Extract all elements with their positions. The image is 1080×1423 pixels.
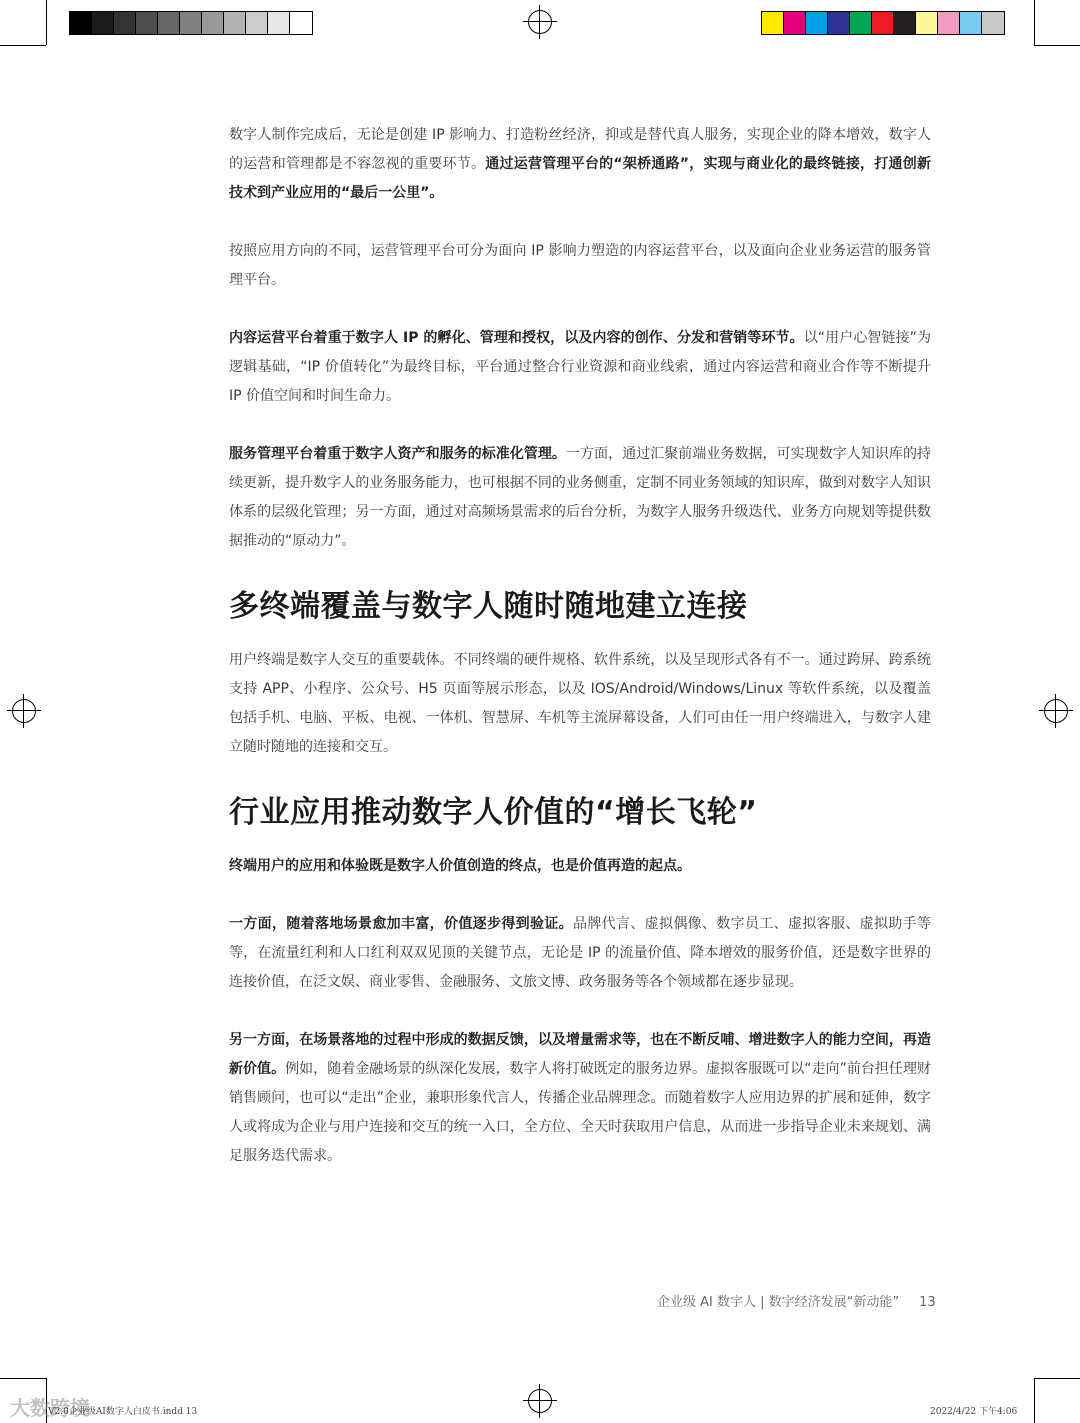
color-swatch (92, 12, 114, 34)
registration-mark (1039, 694, 1073, 728)
paragraph-group (229, 646, 931, 762)
color-swatch (202, 12, 224, 34)
footer-title: 企业级 AI 数字人 | 数字经济发展“新动能” (657, 1295, 900, 1310)
body-text: 品牌代言、虚拟偶像、数字员工、虚拟客服、虚拟助手等等，在流量红利和人口红利双双见顶的关键节点，无论是 IP 的流量价值、降本增效的服务价值，还是数字世界的连接价值，在泛文娱、商业零售、金融服务、文旅文博、政务服务等各个领域都在逐步显现。 (229, 916, 931, 990)
paragraph (229, 1026, 931, 1171)
date-slug: 2022/4/22 下午4:06 (930, 1407, 1018, 1417)
color-swatch (938, 12, 960, 34)
color-swatch (828, 12, 850, 34)
crop-mark (1034, 1378, 1035, 1423)
paragraph (229, 440, 931, 556)
grayscale-bar (69, 11, 313, 35)
color-swatch (224, 12, 246, 34)
color-swatch (850, 12, 872, 34)
color-swatch (114, 12, 136, 34)
page-footer (657, 1291, 936, 1310)
paragraph-group (229, 121, 931, 556)
color-swatch (960, 12, 982, 34)
paragraph (229, 324, 931, 411)
color-swatch (136, 12, 158, 34)
bold-text: 内容运营平台着重于数字人 IP 的孵化、管理和授权，以及内容的创作、分发和营销等环节。 (229, 330, 804, 346)
body-text: 一方面，通过汇聚前端业务数据，可实现数字人知识库的持续更新，提升数字人的业务服务能力，也可根据不同的业务侧重，定制不同业务领域的知识库，做到对数字人知识体系的层级化管理；另一方面，通过对高频场景需求的后台分析，为数字人服务升级迭代、业务方向规划等提供数据推动的“原动力”。 (229, 446, 932, 549)
page-content (229, 121, 931, 1200)
color-swatch (894, 12, 916, 34)
color-swatch (982, 12, 1004, 34)
color-swatch (158, 12, 180, 34)
bold-text: 通过运营管理平台的“架桥通路”，实现与商业化的最终链接，打通创新技术到产业应用的“最后一公里”。 (229, 156, 932, 201)
color-swatch (290, 12, 312, 34)
color-swatch (784, 12, 806, 34)
color-swatch (180, 12, 202, 34)
color-bar (761, 11, 1005, 35)
color-swatch (246, 12, 268, 34)
body-text: 按照应用方向的不同，运营管理平台可分为面向 IP 影响力塑造的内容运营平台，以及面向企业业务运营的服务管理平台。 (229, 243, 931, 288)
color-swatch (268, 12, 290, 34)
watermark: 大数跨境 (10, 1396, 90, 1420)
paragraph (229, 237, 931, 295)
registration-mark (523, 1384, 557, 1418)
body-text: 数字人制作完成后，无论是创建 IP 影响力、打造粉丝经济，抑或是替代真人服务，实现企业的降本增效，数字人的运营和管理都是不容忽视的重要环节。 (229, 127, 931, 172)
color-swatch (762, 12, 784, 34)
crop-mark (1034, 0, 1035, 45)
bold-text: 服务管理平台着重于数字人资产和服务的标准化管理。 (229, 446, 566, 462)
section-heading: 行业应用推动数字人价值的“增长飞轮” (229, 795, 758, 830)
paragraph (229, 121, 931, 208)
crop-mark (0, 1378, 46, 1379)
paragraph (229, 852, 931, 881)
body-text: 以“用户心智链接”为逻辑基础，“IP 价值转化”为最终目标，平台通过整合行业资源和商业线索，通过内容运营和商业合作等不断提升 IP 价值空间和时间生命力。 (229, 330, 931, 404)
paragraph-group (229, 852, 931, 1171)
color-swatch (806, 12, 828, 34)
bold-text: 终端用户的应用和体验既是数字人价值创造的终点，也是价值再造的起点。 (229, 858, 691, 874)
color-swatch (916, 12, 938, 34)
body-text: 例如，随着金融场景的纵深化发展，数字人将打破既定的服务边界。虚拟客服既可以“走向”前台担任理财销售顾问，也可以“走出”企业，兼职形象代言人，传播企业品牌理念。而随着数字人应用边界的扩展和延伸，数字人或将成为企业与用户连接和交互的统一入口，全方位、全天时获取用户信息，从而进一步指导企业未来规划、满足服务迭代需求。 (229, 1061, 931, 1164)
section-heading: 多终端覆盖与数字人随时随地建立连接 (229, 589, 748, 624)
crop-mark (46, 0, 47, 45)
crop-mark (1034, 1378, 1080, 1379)
crop-mark (0, 45, 46, 46)
paragraph (229, 910, 931, 997)
body-text: 用户终端是数字人交互的重要载体。不同终端的硬件规格、软件系统，以及呈现形式各有不一。通过跨屏、跨系统支持 APP、小程序、公众号、H5 页面等展示形态，以及 IOS/Android/Windows/Linux 等软件系统，以及覆盖包括手机、电脑、平板、电视、一体机、智慧屏、车机等主流屏幕设备，人们可由任一用户终端进入，与数字人建立随时随地的连接和交互。 (229, 652, 931, 755)
registration-mark (7, 694, 41, 728)
crop-mark (1034, 45, 1080, 46)
bold-text: 另一方面，在场景落地的过程中形成的数据反馈，以及增量需求等，也在不断反哺、增进数字人的能力空间，再造新价值。 (229, 1032, 931, 1077)
page-number: 13 (919, 1295, 936, 1310)
registration-mark (523, 5, 557, 39)
color-swatch (70, 12, 92, 34)
color-swatch (872, 12, 894, 34)
file-slug: V2.0企业级AI数字人白皮书.indd 13 (48, 1407, 198, 1417)
bold-text: 一方面，随着落地场景愈加丰富，价值逐步得到验证。 (229, 916, 573, 932)
paragraph (229, 646, 931, 762)
